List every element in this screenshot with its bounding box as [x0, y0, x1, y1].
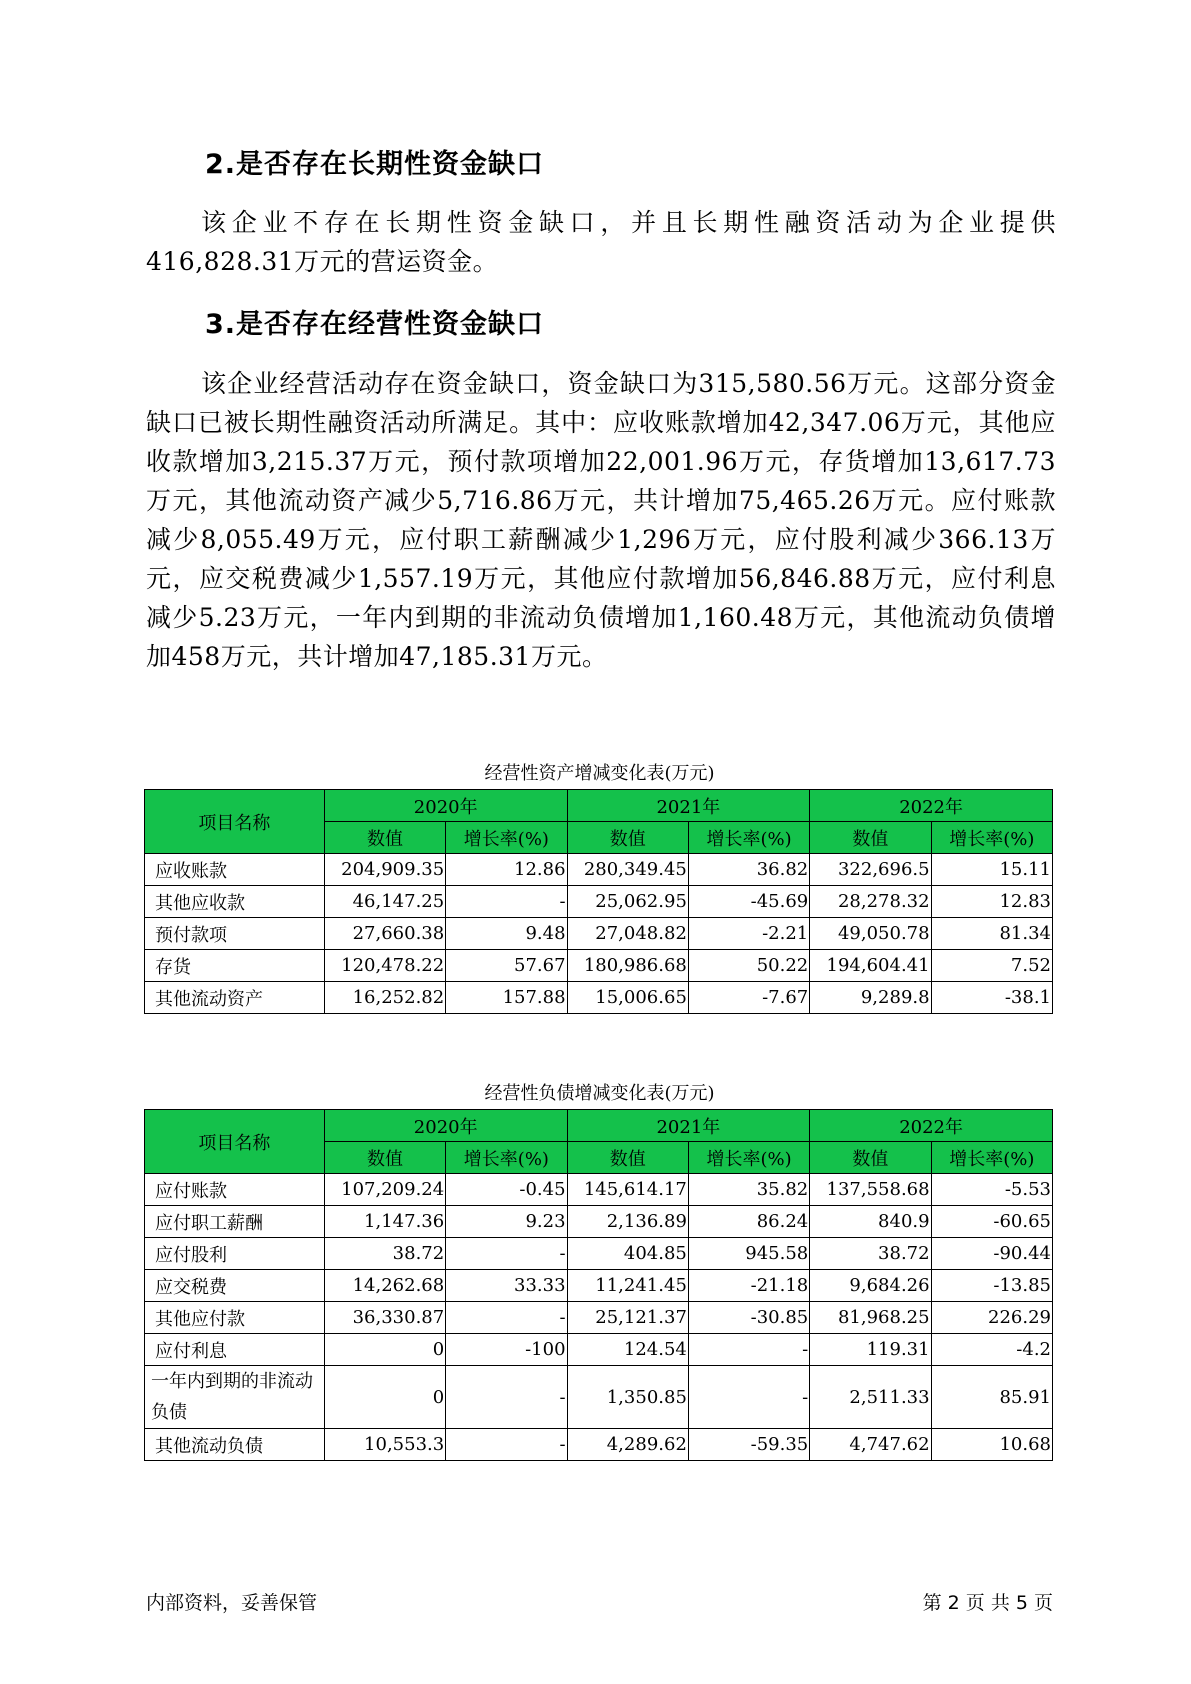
- header-year-2020: 2020年: [324, 1110, 567, 1142]
- header-year-2022: 2022年: [810, 790, 1053, 822]
- section-2-heading: 2.是否存在长期性资金缺口: [205, 149, 545, 180]
- row-name: 其他流动负债: [145, 1429, 325, 1461]
- value-2020: 204,909.35: [324, 854, 445, 886]
- value-2022: 2,511.33: [810, 1366, 931, 1429]
- header-value: 数值: [810, 822, 931, 854]
- value-2020: 107,209.24: [324, 1174, 445, 1206]
- section-3-body: 该企业经营活动存在资金缺口，资金缺口为315,580.56万元。这部分资金缺口已被长期性融资活动所满足。其中：应收账款增加42,347.06万元，其他应收款增加3,215.37万元，预付款项增加22,001.96万元，存货增加13,617.73万元，其他流动资产减少5,716.86万元，共计增加75,465.26万元。应付账款减少8,055.49万元，应付职工薪酬减少1,296万元，应付股利减少366.13万元，应交税费减少1,557.19万元，其他应付款增加56,846.88万元，应付利息减少5.23万元，一年内到期的非流动负债增加1,160.48万元，其他流动负债增加458万元，共计增加47,185.31万元。: [146, 369, 1056, 671]
- table-row: [145, 1238, 1053, 1270]
- header-year-2022: 2022年: [810, 1110, 1053, 1142]
- growth-2022: -4.2: [931, 1334, 1052, 1366]
- liabilities-change-table: [144, 1109, 1053, 1461]
- row-name: 预付款项: [145, 918, 325, 950]
- growth-2020: -0.45: [446, 1174, 567, 1206]
- growth-2021: 945.58: [688, 1238, 809, 1270]
- growth-2020: 9.23: [446, 1206, 567, 1238]
- value-2022: 49,050.78: [810, 918, 931, 950]
- value-2022: 4,747.62: [810, 1429, 931, 1461]
- value-2022: 119.31: [810, 1334, 931, 1366]
- growth-2020: -100: [446, 1334, 567, 1366]
- header-growth: 增长率(%): [446, 1142, 567, 1174]
- header-growth: 增长率(%): [446, 822, 567, 854]
- growth-2020: -: [446, 1302, 567, 1334]
- header-value: 数值: [324, 822, 445, 854]
- value-2020: 38.72: [324, 1238, 445, 1270]
- value-2022: 840.9: [810, 1206, 931, 1238]
- growth-2020: 33.33: [446, 1270, 567, 1302]
- row-name: 应付账款: [145, 1174, 325, 1206]
- growth-2021: -7.67: [688, 982, 809, 1014]
- footer-confidential-note: 内部资料，妥善保管: [146, 1592, 318, 1614]
- header-value: 数值: [567, 822, 688, 854]
- table-row: [145, 950, 1053, 982]
- growth-2021: 35.82: [688, 1174, 809, 1206]
- value-2020: 120,478.22: [324, 950, 445, 982]
- growth-2021: -: [688, 1366, 809, 1429]
- header-growth: 增长率(%): [688, 1142, 809, 1174]
- growth-2021: 50.22: [688, 950, 809, 982]
- footer-page-number: 第 2 页 共 5 页: [922, 1592, 1053, 1614]
- value-2020: 1,147.36: [324, 1206, 445, 1238]
- growth-2021: -59.35: [688, 1429, 809, 1461]
- value-2021: 180,986.68: [567, 950, 688, 982]
- value-2020: 14,262.68: [324, 1270, 445, 1302]
- growth-2022: -90.44: [931, 1238, 1052, 1270]
- row-name: 应交税费: [145, 1270, 325, 1302]
- table-row: [145, 854, 1053, 886]
- header-year-2021: 2021年: [567, 1110, 810, 1142]
- growth-2022: 81.34: [931, 918, 1052, 950]
- growth-2022: -5.53: [931, 1174, 1052, 1206]
- growth-2021: 36.82: [688, 854, 809, 886]
- growth-2020: 57.67: [446, 950, 567, 982]
- growth-2020: -: [446, 1429, 567, 1461]
- header-growth: 增长率(%): [931, 822, 1052, 854]
- growth-2022: 85.91: [931, 1366, 1052, 1429]
- value-2021: 145,614.17: [567, 1174, 688, 1206]
- growth-2021: -45.69: [688, 886, 809, 918]
- assets-table-caption: 经营性资产增减变化表(万元): [484, 763, 715, 784]
- table-row: [145, 886, 1053, 918]
- section-2-body: 该企业不存在长期性资金缺口，并且长期性融资活动为企业提供416,828.31万元的营运资金。: [146, 208, 1056, 276]
- header-growth: 增长率(%): [931, 1142, 1052, 1174]
- growth-2022: -38.1: [931, 982, 1052, 1014]
- table-row: [145, 1429, 1053, 1461]
- value-2021: 280,349.45: [567, 854, 688, 886]
- growth-2020: -: [446, 886, 567, 918]
- growth-2022: -60.65: [931, 1206, 1052, 1238]
- growth-2022: 12.83: [931, 886, 1052, 918]
- header-item-name: 项目名称: [145, 790, 325, 854]
- value-2022: 38.72: [810, 1238, 931, 1270]
- value-2020: 0: [324, 1366, 445, 1429]
- section-3-heading: 3.是否存在经营性资金缺口: [205, 309, 545, 340]
- header-year-2021: 2021年: [567, 790, 810, 822]
- liabilities-table-caption: 经营性负债增减变化表(万元): [484, 1083, 715, 1104]
- row-name: 一年内到期的非流动负债: [145, 1366, 325, 1429]
- header-value: 数值: [810, 1142, 931, 1174]
- table-row: [145, 918, 1053, 950]
- growth-2021: -30.85: [688, 1302, 809, 1334]
- table-row: [145, 1174, 1053, 1206]
- row-name: 存货: [145, 950, 325, 982]
- value-2022: 81,968.25: [810, 1302, 931, 1334]
- assets-change-table: [144, 789, 1053, 1014]
- value-2021: 4,289.62: [567, 1429, 688, 1461]
- value-2021: 2,136.89: [567, 1206, 688, 1238]
- value-2022: 28,278.32: [810, 886, 931, 918]
- row-name: 其他应收款: [145, 886, 325, 918]
- value-2020: 36,330.87: [324, 1302, 445, 1334]
- header-item-name: 项目名称: [145, 1110, 325, 1174]
- value-2020: 0: [324, 1334, 445, 1366]
- growth-2020: 157.88: [446, 982, 567, 1014]
- growth-2022: 7.52: [931, 950, 1052, 982]
- value-2020: 16,252.82: [324, 982, 445, 1014]
- value-2022: 9,289.8: [810, 982, 931, 1014]
- table-row: [145, 1302, 1053, 1334]
- value-2020: 27,660.38: [324, 918, 445, 950]
- value-2021: 124.54: [567, 1334, 688, 1366]
- header-year-2020: 2020年: [324, 790, 567, 822]
- table-row: [145, 1366, 1053, 1429]
- value-2022: 194,604.41: [810, 950, 931, 982]
- growth-2022: 226.29: [931, 1302, 1052, 1334]
- value-2021: 25,121.37: [567, 1302, 688, 1334]
- growth-2021: 86.24: [688, 1206, 809, 1238]
- row-name: 其他流动资产: [145, 982, 325, 1014]
- value-2022: 9,684.26: [810, 1270, 931, 1302]
- growth-2020: -: [446, 1238, 567, 1270]
- growth-2021: -2.21: [688, 918, 809, 950]
- value-2021: 27,048.82: [567, 918, 688, 950]
- value-2020: 10,553.3: [324, 1429, 445, 1461]
- value-2021: 15,006.65: [567, 982, 688, 1014]
- growth-2022: 15.11: [931, 854, 1052, 886]
- growth-2021: -21.18: [688, 1270, 809, 1302]
- row-name: 应付股利: [145, 1238, 325, 1270]
- header-value: 数值: [324, 1142, 445, 1174]
- header-value: 数值: [567, 1142, 688, 1174]
- value-2021: 25,062.95: [567, 886, 688, 918]
- table-row: [145, 982, 1053, 1014]
- value-2020: 46,147.25: [324, 886, 445, 918]
- growth-2020: 12.86: [446, 854, 567, 886]
- table-row: [145, 1334, 1053, 1366]
- value-2022: 137,558.68: [810, 1174, 931, 1206]
- table-row: [145, 1270, 1053, 1302]
- row-name: 应收账款: [145, 854, 325, 886]
- growth-2020: -: [446, 1366, 567, 1429]
- value-2021: 1,350.85: [567, 1366, 688, 1429]
- row-name: 应付利息: [145, 1334, 325, 1366]
- header-growth: 增长率(%): [688, 822, 809, 854]
- value-2022: 322,696.5: [810, 854, 931, 886]
- growth-2022: 10.68: [931, 1429, 1052, 1461]
- row-name: 其他应付款: [145, 1302, 325, 1334]
- growth-2020: 9.48: [446, 918, 567, 950]
- value-2021: 404.85: [567, 1238, 688, 1270]
- growth-2022: -13.85: [931, 1270, 1052, 1302]
- table-row: [145, 1206, 1053, 1238]
- value-2021: 11,241.45: [567, 1270, 688, 1302]
- growth-2021: -: [688, 1334, 809, 1366]
- row-name: 应付职工薪酬: [145, 1206, 325, 1238]
